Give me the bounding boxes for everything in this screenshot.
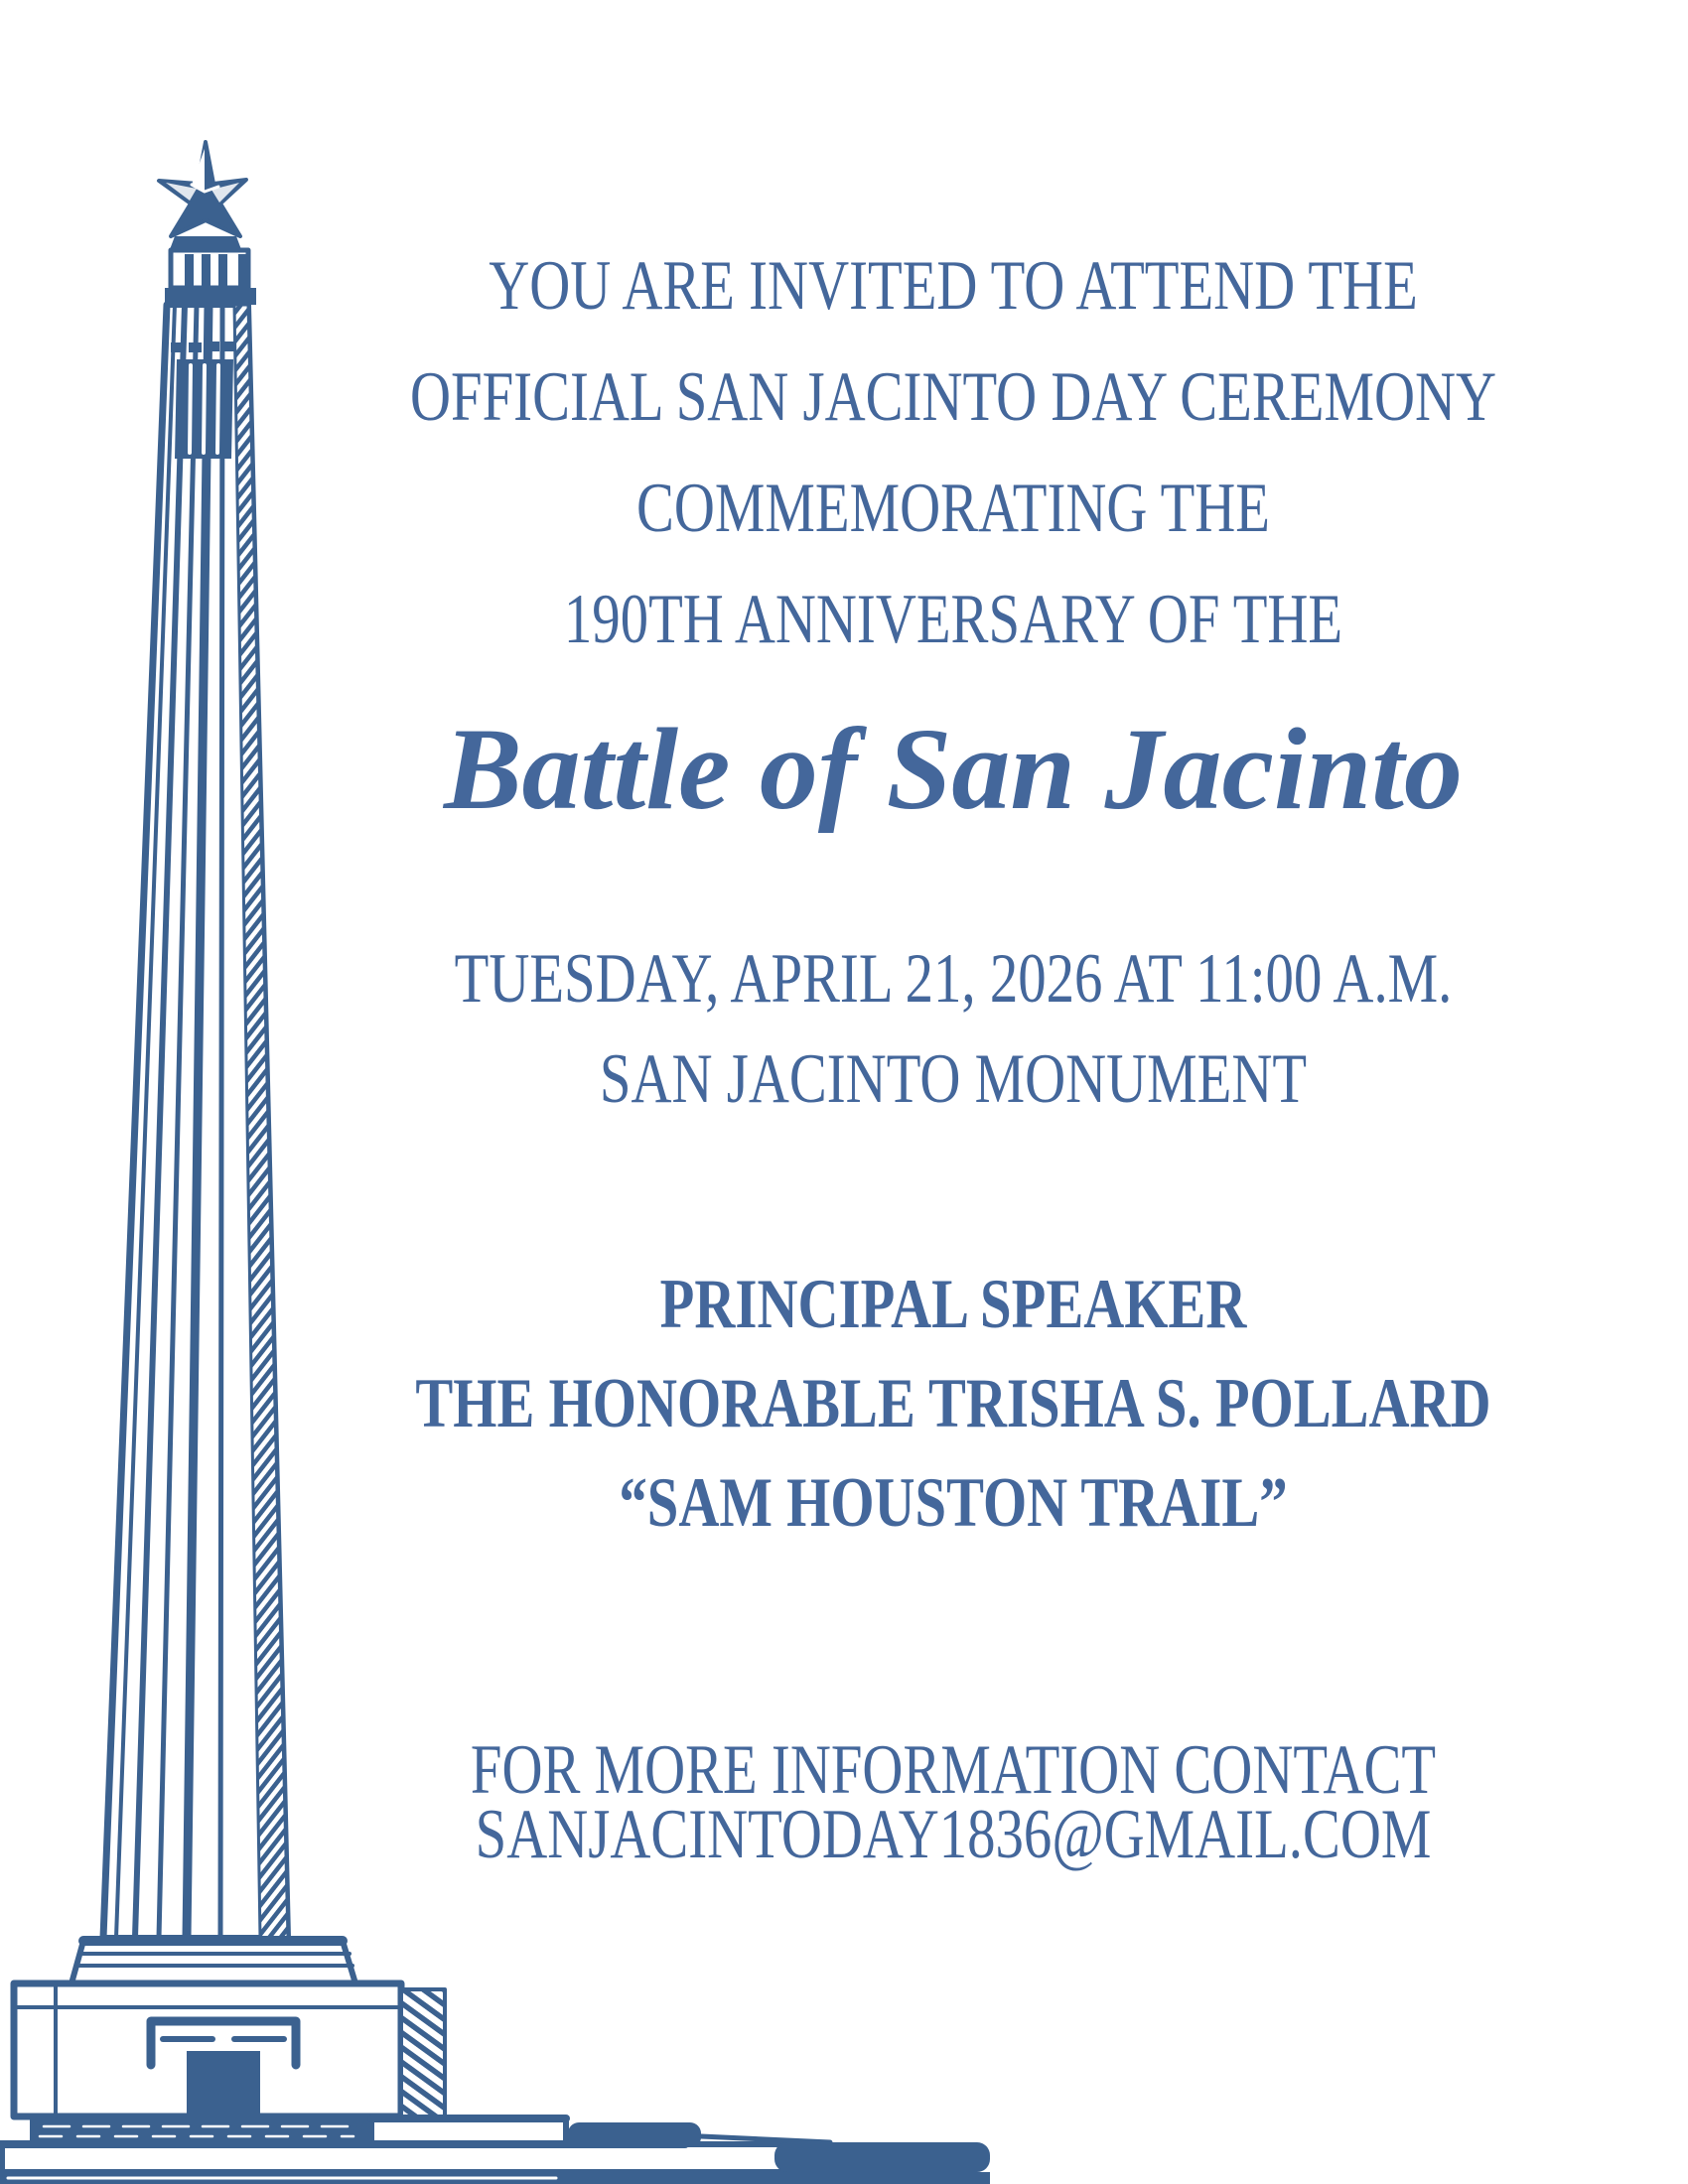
contact-email: SANJACINTODAY1836@GMAIL.COM [475,1796,1432,1873]
monument-base [0,1941,990,2184]
event-location: SAN JACINTO MONUMENT [599,1040,1308,1118]
monument-shaft [103,305,288,1938]
event-title: Battle of San Jacinto [443,704,1464,834]
intro-line-1: YOU ARE INVITED TO ATTEND THE [489,247,1418,325]
speaker-heading: PRINCIPAL SPEAKER [659,1266,1247,1343]
monument-star-icon [159,142,246,236]
contact-info-line: FOR MORE INFORMATION CONTACT [470,1731,1437,1809]
monument-observation-deck [165,236,256,305]
event-datetime: TUESDAY, APRIL 21, 2026 AT 11:00 A.M. [454,940,1453,1018]
intro-line-3: COMMEMORATING THE [636,470,1270,547]
speaker-topic: “SAM HOUSTON TRAIL” [619,1464,1288,1542]
intro-line-2: OFFICIAL SAN JACINTO DAY CEREMONY [409,358,1497,436]
event-when-where [397,929,1509,1130]
speaker-block [397,1255,1509,1553]
intro-line-4: 190TH ANNIVERSARY OF THE [563,581,1343,658]
speaker-name: THE HONORABLE TRISHA S. POLLARD [415,1365,1491,1442]
intro-lines [397,230,1509,675]
contact-block [397,1731,1509,1873]
